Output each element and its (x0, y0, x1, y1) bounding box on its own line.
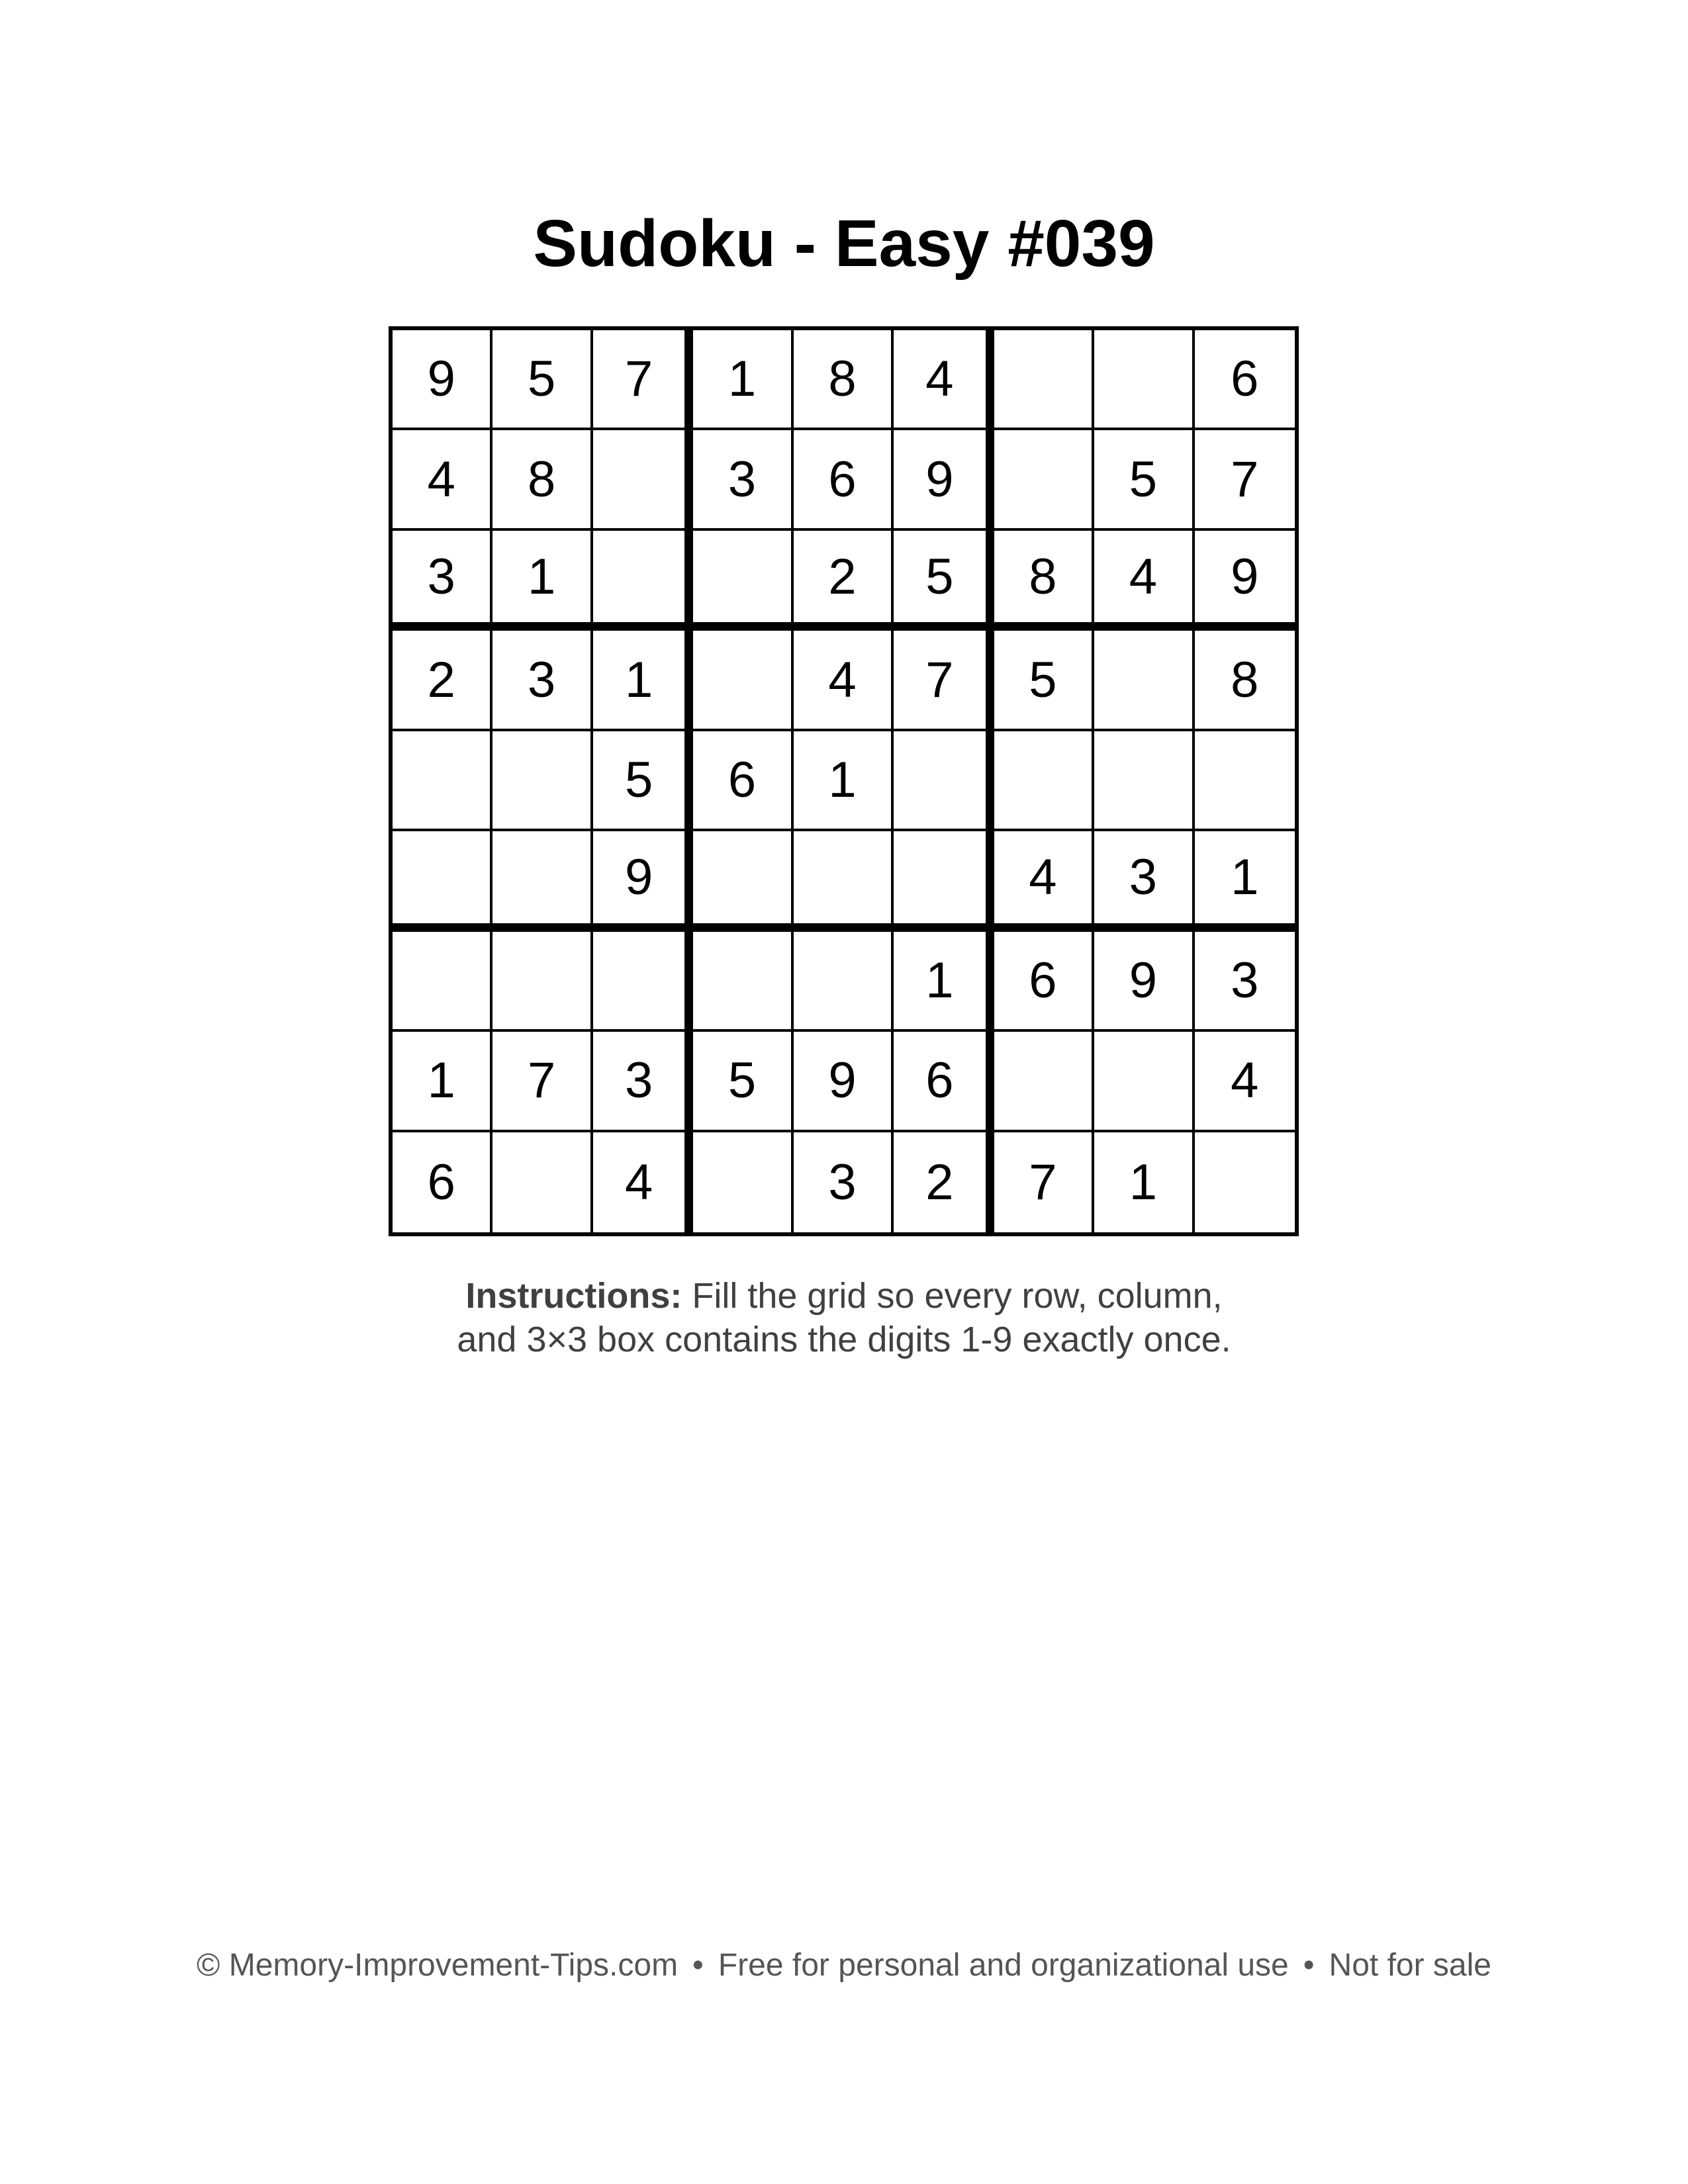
sudoku-cell[interactable]: 8 (994, 531, 1094, 631)
sudoku-cell[interactable]: 7 (994, 1132, 1094, 1232)
instructions (0, 1274, 1688, 1361)
instructions-line-2: and 3×3 box contains the digits 1-9 exactly once. (457, 1320, 1231, 1359)
sudoku-cell[interactable]: 4 (1195, 1032, 1295, 1132)
footer-copyright: © Memory-Improvement-Tips.com (197, 1948, 679, 1983)
sudoku-cell[interactable]: 5 (894, 531, 994, 631)
sudoku-cell[interactable]: 4 (994, 831, 1094, 931)
sudoku-cell[interactable] (693, 831, 793, 931)
instructions-label: Instructions: (465, 1276, 682, 1316)
sudoku-cell[interactable]: 3 (492, 631, 592, 731)
sudoku-cell[interactable]: 8 (492, 430, 592, 530)
sudoku-cell[interactable] (492, 1132, 592, 1232)
sudoku-cell[interactable] (393, 731, 492, 831)
sudoku-cell[interactable]: 5 (693, 1032, 793, 1132)
sudoku-cell[interactable] (593, 430, 693, 530)
sudoku-cell[interactable] (492, 831, 592, 931)
footer (0, 1946, 1688, 1985)
sudoku-cell[interactable]: 1 (693, 330, 793, 430)
sudoku-cell[interactable] (894, 831, 994, 931)
sudoku-cell[interactable] (994, 731, 1094, 831)
footer-separator: • (1303, 1948, 1315, 1983)
sudoku-cell[interactable]: 2 (894, 1132, 994, 1232)
sudoku-cell[interactable]: 6 (393, 1132, 492, 1232)
sudoku-cell[interactable]: 5 (1094, 430, 1194, 530)
sudoku-cell[interactable]: 7 (1195, 430, 1295, 530)
sudoku-cell[interactable]: 6 (693, 731, 793, 831)
sudoku-cell[interactable]: 5 (492, 330, 592, 430)
puzzle-title: Sudoku - Easy #039 (533, 206, 1155, 281)
footer-separator: • (692, 1948, 704, 1983)
sudoku-cell[interactable]: 6 (994, 932, 1094, 1032)
sudoku-cell[interactable]: 9 (1195, 531, 1295, 631)
instructions-line-1 (0, 1274, 1688, 1318)
sudoku-cell[interactable]: 6 (1195, 330, 1295, 430)
sudoku-cell[interactable]: 1 (1195, 831, 1295, 931)
sudoku-cell[interactable] (593, 932, 693, 1032)
sudoku-cell[interactable]: 1 (393, 1032, 492, 1132)
sudoku-cell[interactable] (1094, 330, 1194, 430)
sudoku-cell[interactable] (1094, 631, 1194, 731)
sudoku-cell[interactable]: 9 (393, 330, 492, 430)
sudoku-cell[interactable] (593, 531, 693, 631)
sudoku-cell[interactable] (693, 631, 793, 731)
sudoku-cell[interactable]: 4 (393, 430, 492, 530)
sudoku-cell[interactable]: 7 (492, 1032, 592, 1132)
sudoku-cell[interactable] (492, 932, 592, 1032)
sudoku-cell[interactable]: 9 (1094, 932, 1194, 1032)
sudoku-cell[interactable] (994, 430, 1094, 530)
sudoku-cell[interactable]: 2 (393, 631, 492, 731)
sudoku-cell[interactable] (1195, 731, 1295, 831)
sudoku-cell[interactable] (693, 1132, 793, 1232)
sudoku-cell[interactable]: 2 (794, 531, 894, 631)
sudoku-cell[interactable]: 1 (794, 731, 894, 831)
sudoku-cell[interactable] (693, 932, 793, 1032)
sudoku-cell[interactable]: 7 (593, 330, 693, 430)
sudoku-cell[interactable]: 1 (593, 631, 693, 731)
sudoku-cell[interactable]: 1 (492, 531, 592, 631)
sudoku-cell[interactable]: 3 (1094, 831, 1194, 931)
sudoku-cell[interactable]: 9 (894, 430, 994, 530)
sudoku-cell[interactable]: 6 (794, 430, 894, 530)
sudoku-cell[interactable] (794, 831, 894, 931)
sudoku-cell[interactable] (1094, 1032, 1194, 1132)
footer-not-for-sale: Not for sale (1329, 1948, 1491, 1983)
sudoku-cell[interactable] (994, 330, 1094, 430)
sudoku-cell[interactable]: 1 (1094, 1132, 1194, 1232)
sudoku-cell[interactable] (1094, 731, 1194, 831)
sudoku-cell[interactable] (492, 731, 592, 831)
sudoku-cell[interactable]: 9 (593, 831, 693, 931)
sudoku-cell[interactable]: 3 (593, 1032, 693, 1132)
sudoku-grid (389, 326, 1299, 1236)
instructions-text-1: Fill the grid so every row, column, (692, 1276, 1223, 1316)
sudoku-cell[interactable] (393, 831, 492, 931)
sudoku-cell[interactable]: 8 (794, 330, 894, 430)
sudoku-cell[interactable]: 4 (593, 1132, 693, 1232)
sudoku-cell[interactable] (393, 932, 492, 1032)
sudoku-cell[interactable]: 5 (994, 631, 1094, 731)
sudoku-cell[interactable]: 5 (593, 731, 693, 831)
sudoku-cell[interactable]: 7 (894, 631, 994, 731)
sudoku-cell[interactable] (1195, 1132, 1295, 1232)
sudoku-cell[interactable] (994, 1032, 1094, 1132)
sudoku-cell[interactable]: 6 (894, 1032, 994, 1132)
sudoku-cell[interactable]: 3 (794, 1132, 894, 1232)
sudoku-cell[interactable] (794, 932, 894, 1032)
sudoku-cell[interactable]: 3 (1195, 932, 1295, 1032)
sudoku-cell[interactable]: 3 (693, 430, 793, 530)
footer-usage: Free for personal and organizational use (718, 1948, 1289, 1983)
sudoku-cell[interactable]: 9 (794, 1032, 894, 1132)
sudoku-cell[interactable]: 3 (393, 531, 492, 631)
sudoku-cell[interactable]: 1 (894, 932, 994, 1032)
sudoku-cell[interactable] (693, 531, 793, 631)
sudoku-cell[interactable]: 4 (794, 631, 894, 731)
sudoku-cell[interactable]: 4 (1094, 531, 1194, 631)
sudoku-cell[interactable]: 8 (1195, 631, 1295, 731)
sudoku-cell[interactable] (894, 731, 994, 831)
sudoku-cell[interactable]: 4 (894, 330, 994, 430)
